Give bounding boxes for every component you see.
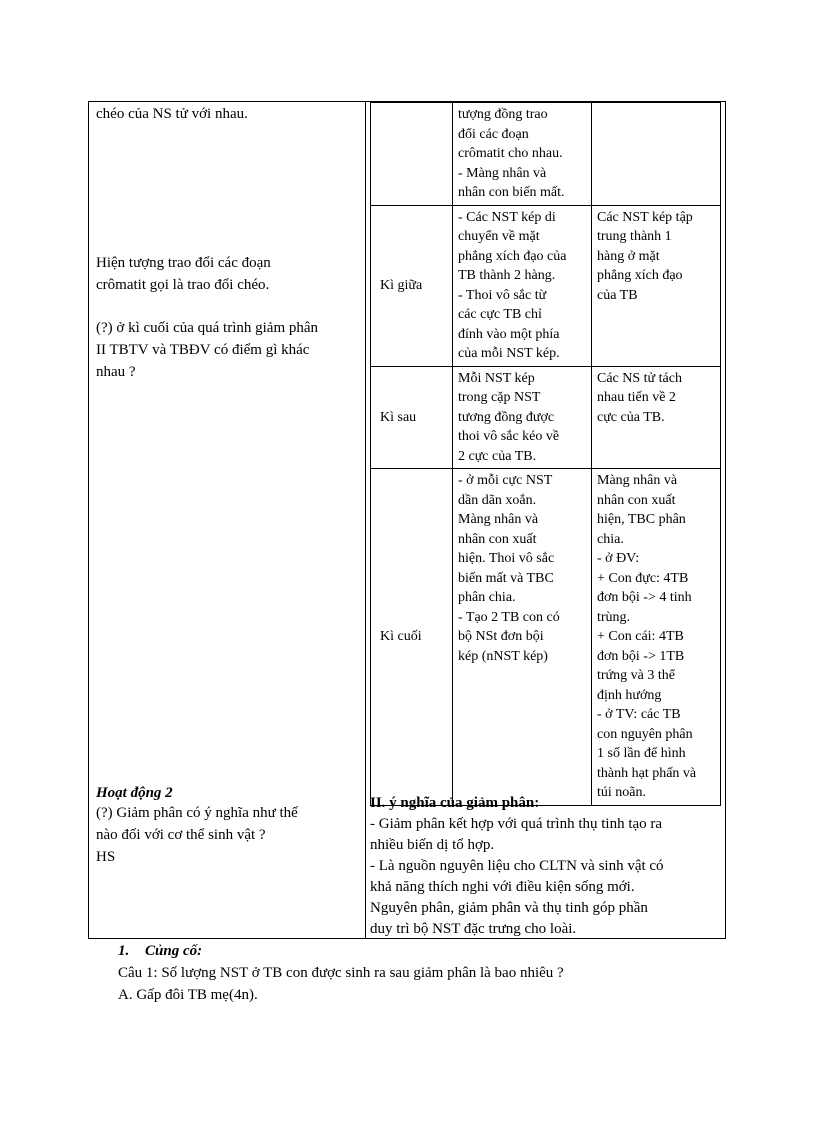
cell-line: biến mất và TBC [458, 570, 554, 586]
phase-cell: Kì sau [371, 366, 453, 469]
cell-line: hiện. Thoi vô sắc [458, 551, 555, 566]
cell-line: phẳng xích đạo [597, 268, 683, 283]
cell-line: Màng nhân và [458, 512, 539, 527]
cell-line: đơn bội -> 1TB [597, 648, 685, 664]
cell-line: trùng. [597, 609, 631, 625]
cell-line: - ở mỗi cực NST [458, 473, 553, 488]
cell-line: hàng ở mặt [597, 248, 660, 264]
cell-line: TB thành 2 hàng. [458, 268, 556, 283]
cell-line: chia. [597, 531, 624, 547]
cell-line: 1 số lần để hình [597, 746, 686, 761]
cell-line: trong cặp NST [458, 390, 541, 405]
right-line-1: - Giảm phân kết hợp với quá trình thụ tinh tạo ra [370, 816, 663, 832]
cell-line: - Tạo 2 TB con có [458, 609, 560, 625]
cell-line: thành hạt phấn và [597, 765, 697, 781]
cell-line: dần dãn xoắn. [458, 492, 537, 508]
phase-cell [371, 102, 453, 205]
cell-line: trung thành 1 [597, 229, 672, 244]
cell-line: đính vào một phía [458, 326, 560, 342]
right-line-4: khả năng thích nghi với điều kiện sống mới. [370, 879, 635, 895]
description-cell [453, 469, 592, 806]
column-divider [365, 101, 366, 939]
left-hs: HS [96, 849, 116, 865]
cell-line: - Các NST kép di [458, 209, 556, 225]
phase-cell: Kì cuối [371, 469, 453, 806]
result-cell [592, 366, 721, 469]
right-line-3: - Là nguồn nguyên liệu cho CLTN và sinh vật có [370, 858, 664, 874]
cell-line: nhân con biến mất. [458, 185, 565, 200]
left-text-2a: Hiện tượng trao đổi các đoạn [96, 255, 271, 271]
cell-line: cực của TB. [597, 409, 665, 425]
cell-line: tượng đồng trao [458, 107, 548, 122]
meiosis-phase-table [370, 101, 721, 806]
cell-line: - Thoi vô sắc từ [458, 287, 547, 303]
right-line-5: Nguyên phân, giảm phân và thụ tinh góp phần [370, 900, 648, 916]
cell-line: các cực TB chỉ [458, 307, 542, 322]
cell-line: nhân con xuất [458, 531, 537, 547]
cell-line: phân chia. [458, 590, 516, 605]
cell-line: Các NST kép tập [597, 209, 693, 225]
description-cell [453, 205, 592, 366]
cell-line: con nguyên phân [597, 726, 693, 742]
cell-line: + Con cái: 4TB [597, 629, 684, 644]
cell-line: định hướng [597, 687, 662, 703]
left-question-1a: (?) ở kì cuối của quá trình giảm phân [96, 320, 319, 336]
consolidation-heading: Củng cố: [145, 943, 203, 959]
cell-line: chuyển về mặt [458, 229, 540, 244]
description-cell [453, 102, 592, 205]
cell-line: đơn bội -> 4 tinh [597, 590, 692, 605]
cell-line: - Màng nhân và [458, 165, 547, 181]
cell-line: kép (nNST kép) [458, 648, 548, 664]
phase-cell: Kì giữa [371, 205, 453, 366]
table-row [371, 366, 721, 469]
left-question-2b: nào đối với cơ thể sinh vật ? [96, 827, 266, 843]
cell-line: đổi các đoạn [458, 126, 529, 142]
section-heading: II. ý nghĩa của giảm phân: [370, 795, 540, 811]
cell-line: của TB [597, 287, 638, 303]
cell-line: túi noãn. [597, 785, 646, 800]
cell-line: 2 cực của TB. [458, 448, 537, 464]
left-text-1: chéo của NS tử với nhau. [96, 106, 248, 122]
section-number: 1. [118, 943, 130, 959]
left-question-1b: II TBTV và TBĐV có điểm gì khác [96, 342, 310, 358]
cell-line: - ở TV: các TB [597, 707, 681, 722]
left-text-2b: crômatit gọi là trao đổi chéo. [96, 277, 270, 293]
activity-heading: Hoạt động 2 [96, 785, 173, 801]
cell-line: crômatit cho nhau. [458, 146, 563, 161]
left-question-1c: nhau ? [96, 364, 136, 380]
cell-line: nhau tiến về 2 [597, 390, 676, 405]
cell-line: - ở ĐV: [597, 551, 640, 566]
left-question-2a: (?) Giảm phân có ý nghĩa như thế [96, 805, 298, 821]
cell-line: Mỗi NST kép [458, 370, 535, 386]
cell-line: Màng nhân và [597, 473, 678, 488]
question-1: Câu 1: Số lượng NST ở TB con được sinh ra sau giảm phân là bao nhiêu ? [118, 965, 564, 981]
cell-line: tương đồng được [458, 409, 555, 425]
answer-a: A. Gấp đôi TB mẹ(4n). [118, 987, 258, 1003]
result-cell [592, 205, 721, 366]
cell-line: hiện, TBC phân [597, 512, 686, 527]
description-cell [453, 366, 592, 469]
cell-line: trứng và 3 thể [597, 668, 675, 683]
cell-line: + Con đực: 4TB [597, 570, 689, 586]
right-line-2: nhiều biến dị tổ hợp. [370, 837, 495, 853]
result-cell [592, 102, 721, 205]
cell-line: Các NS tử tách [597, 370, 682, 386]
cell-line: nhân con xuất [597, 492, 676, 508]
table-row [371, 205, 721, 366]
cell-line: thoi vô sắc kéo về [458, 429, 560, 444]
cell-line: phẳng xích đạo của [458, 248, 567, 264]
table-row [371, 102, 721, 205]
right-line-6: duy trì bộ NST đặc trưng cho loài. [370, 921, 577, 937]
result-cell [592, 469, 721, 806]
table-row [371, 469, 721, 806]
cell-line: bộ NSt đơn bội [458, 629, 544, 644]
cell-line: của mỗi NST kép. [458, 346, 560, 361]
